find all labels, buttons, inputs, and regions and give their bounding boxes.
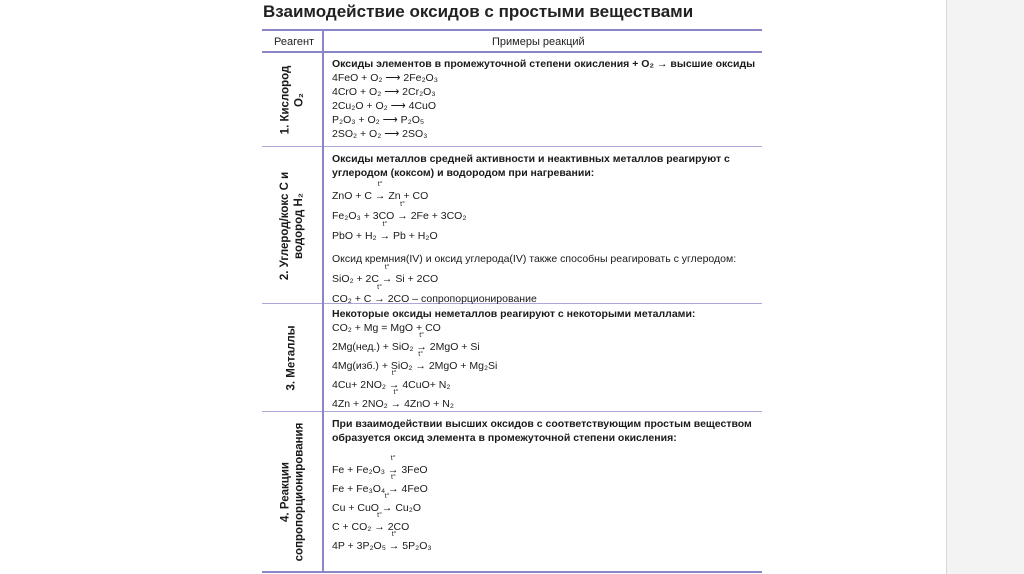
- reagent-cell-carbon-hydrogen: [264, 148, 320, 303]
- reaction-note: Оксид кремния(IV) и оксид углерода(IV) также способны реагировать с углеродом:: [332, 253, 737, 265]
- reagent-label-oxygen: 1. Кислород O₂: [279, 65, 305, 134]
- heat-arrow: t° →: [381, 493, 393, 514]
- reaction-line: ZnO + C t° → Zn + CO: [332, 181, 429, 202]
- reaction-line: 2SO₂ + O₂ ⟶ 2SO₃: [332, 128, 428, 140]
- reaction-line: 2Mg(нед.) + SiO₂ t° → 2MgO + Si: [332, 332, 480, 353]
- reaction-line: 4CrO + O₂ ⟶ 2Cr₂O₃: [332, 86, 436, 98]
- reactions-comproportionation: [332, 417, 757, 553]
- reaction-line: 2Cu₂O + O₂ ⟶ 4CuO: [332, 100, 437, 112]
- row-divider-3: [262, 411, 762, 412]
- reaction-line: 4P + 3P₂O₅ t° → 5P₂O₃: [332, 531, 432, 552]
- reaction-line: PbO + H₂ t° → Pb + H₂O: [332, 221, 438, 242]
- reaction-rule: При взаимодействии высших оксидов с соответствующим простым веществом: [332, 418, 752, 430]
- row-divider-1: [262, 146, 762, 147]
- heat-arrow: t° →: [379, 221, 391, 242]
- heat-arrow: t° →: [387, 455, 399, 476]
- table-bottom-border: [262, 571, 762, 573]
- reagent-cell-metals: [264, 305, 320, 411]
- heat-arrow: t° →: [388, 370, 400, 391]
- reagent-label-metals: 3. Металлы: [286, 325, 299, 391]
- reaction-line: CO₂ + C t° → 2CO – сопропорционирование: [332, 284, 537, 305]
- reaction-line: SiO₂ + 2C t° → Si + 2CO: [332, 264, 439, 285]
- right-margin-panel: [946, 0, 1024, 574]
- reaction-line: Fe + Fe₃O₄ t° → 4FeO: [332, 474, 428, 495]
- page-title: Взаимодействие оксидов с простыми веществами: [263, 2, 694, 21]
- heat-arrow: t° →: [415, 351, 426, 372]
- reaction-line: P₂O₃ + O₂ ⟶ P₂O₅: [332, 114, 425, 126]
- reaction-rule: Оксиды металлов средней активности и неактивных металлов реагируют с: [332, 153, 730, 165]
- reagent-label-comproportionation: 4. Реакции сопропорционирования: [279, 422, 305, 562]
- reagent-label-carbon-hydrogen: 2. Углерод/кокс C и водород H₂: [279, 171, 305, 280]
- header-reagent: Реагент: [274, 36, 315, 48]
- reaction-line: Fe₂O₃ + 3CO t° → 2Fe + 3CO₂: [332, 201, 467, 222]
- heat-arrow: t° →: [374, 512, 385, 533]
- heat-arrow: t° →: [416, 332, 427, 353]
- header-divider: [262, 51, 762, 53]
- reaction-line: CO₂ + Mg = MgO + CO: [332, 322, 441, 334]
- reagent-cell-oxygen: [264, 53, 320, 146]
- reaction-rule: Оксиды элементов в промежуточной степени окисления + O₂ → высшие оксиды: [332, 58, 756, 70]
- heat-arrow: t° →: [390, 389, 402, 410]
- heat-arrow: t° →: [374, 284, 385, 305]
- table-top-border: [262, 29, 762, 31]
- reaction-line: Cu + CuO t° → Cu₂O: [332, 493, 421, 514]
- reaction-line: 4Zn + 2NO₂ t° → 4ZnO + N₂: [332, 389, 454, 410]
- reaction-line: Fe + Fe₂O₃ t° → 3FeO: [332, 455, 428, 476]
- heat-arrow: t° →: [388, 474, 399, 495]
- heat-arrow: t° →: [374, 181, 386, 202]
- reagent-cell-comproportionation: [264, 413, 320, 571]
- reaction-line: 4FeO + O₂ ⟶ 2Fe₂O₃: [332, 72, 438, 84]
- reactions-oxygen: [332, 57, 757, 141]
- heat-arrow: t° →: [388, 531, 400, 552]
- reaction-rule: углеродом (коксом) и водородом при нагревании:: [332, 167, 595, 179]
- reaction-line: C + CO₂ t° → 2CO: [332, 512, 410, 533]
- heat-arrow: t° →: [381, 264, 393, 285]
- reaction-line: 4Mg(изб.) + SiO₂ t° → 2MgO + Mg₂Si: [332, 351, 498, 372]
- heat-arrow: t° →: [397, 201, 408, 222]
- reactions-metals: [332, 307, 757, 411]
- reaction-line: 4Cu+ 2NO₂ t° → 4CuO+ N₂: [332, 370, 451, 391]
- reaction-rule: образуется оксид элемента в промежуточной степени окисления:: [332, 432, 677, 444]
- reactions-carbon-hydrogen: [332, 152, 757, 306]
- column-divider: [322, 29, 324, 573]
- header-examples: Примеры реакций: [492, 36, 585, 48]
- reaction-rule: Некоторые оксиды неметаллов реагируют с некоторыми металлами:: [332, 308, 696, 320]
